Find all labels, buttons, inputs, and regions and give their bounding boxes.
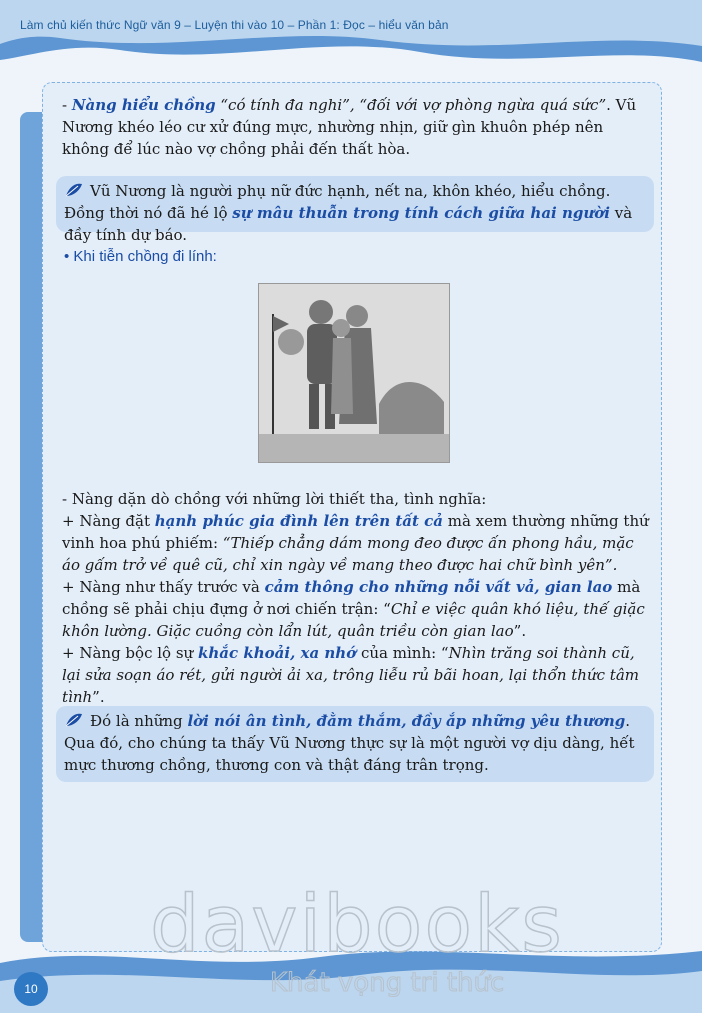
leaf-icon [64, 182, 84, 198]
summary-box-2: Đó là những lời nói ân tình, đằm thắm, đầy ắp những yêu thương. Qua đó, cho chúng ta thấy Vũ Nương thực sự là một người vợ dịu dàng, hết mực thương chồng, thương con và thật đáng trân trọng. [56, 706, 654, 782]
page-number: 10 [14, 972, 48, 1006]
header-wave [0, 0, 702, 80]
farewell-illustration [258, 283, 450, 463]
bullet-heading: • Khi tiễn chồng đi lính: [64, 248, 217, 265]
publisher-slogan: Khát vọng tri thức [270, 968, 505, 998]
emphasis-text: Nàng hiểu chồng [71, 96, 216, 114]
section-2: - Nàng dặn dò chồng với những lời thiết tha, tình nghĩa: + Nàng đặt hạnh phúc gia đình lên trên tất cả mà xem thường những thứ vinh hoa phú phiếm: “Thiếp chẳng dám mong đeo được ấn phong hầu, mặc áo gấm trở về quê cũ, chỉ xin ngày về mang theo được hai chữ bình yên”. + Nàng như thấy trước và cảm thông cho những nỗi vất vả, gian lao mà chồng sẽ phải chịu đựng ở nơi chiến trận: “Chỉ e việc quân khó liệu, thế giặc khôn lường. Giặc cuồng còn lẩn lút, quân triều còn gian lao”. + Nàng bộc lộ sự khắc khoải, xa nhớ của mình: “Nhìn trăng soi thành cũ, lại sửa soạn áo rét, gửi người ải xa, trông liễu rủ bãi hoan, lại thổn thức tâm tình”. [62, 490, 649, 706]
leaf-icon [64, 712, 84, 728]
summary-box-1: Vũ Nương là người phụ nữ đức hạnh, nết na, khôn khéo, hiểu chồng. Đồng thời nó đã hé lộ sự mâu thuẫn trong tính cách giữa hai người và đầy tính dự báo. [56, 176, 654, 232]
running-header: Làm chủ kiến thức Ngữ văn 9 – Luyện thi vào 10 – Phần 1: Đọc – hiểu văn bản [20, 18, 449, 32]
publisher-watermark: davibooks [150, 880, 564, 970]
section-1: - Nàng hiểu chồng “có tính đa nghi”, “đối với vợ phòng ngừa quá sức”. Vũ Nương khéo léo cư xử đúng mực, nhường nhịn, giữ gìn khuôn phép nên không để lúc nào vợ chồng phải đến thất hòa. [62, 96, 637, 158]
